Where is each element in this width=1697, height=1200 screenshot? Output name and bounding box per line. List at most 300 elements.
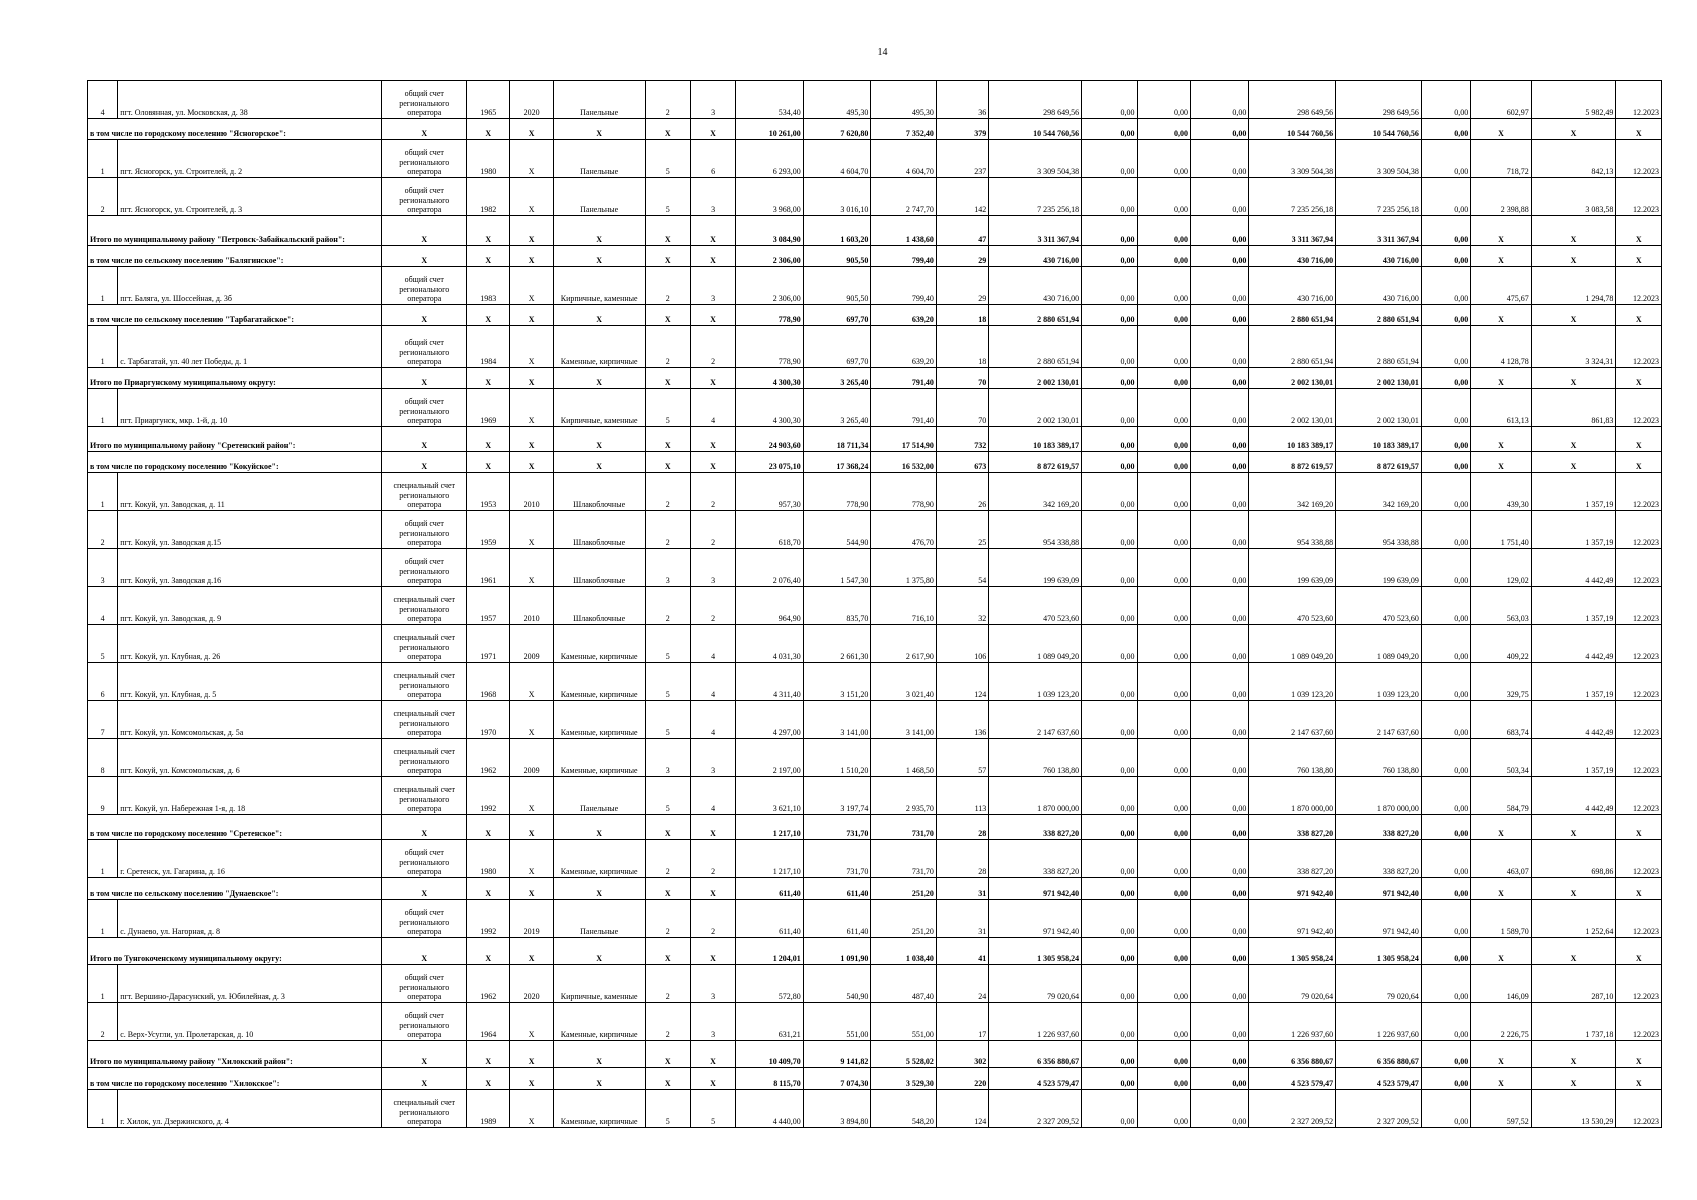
table-cell: 0,00 [1190, 140, 1248, 178]
table-cell: X [645, 119, 690, 140]
table-cell: X [1471, 246, 1531, 267]
table-cell: 731,70 [871, 840, 937, 878]
table-cell: 0,00 [1190, 663, 1248, 701]
table-cell: 602,97 [1471, 81, 1531, 119]
table-cell: 0,00 [1421, 1090, 1470, 1128]
table-cell: X [1471, 878, 1531, 900]
table-cell: 12.2023 [1616, 663, 1662, 701]
table-cell: X [510, 549, 553, 587]
table-cell: X [467, 216, 510, 246]
table-cell: 1 039 123,20 [1336, 663, 1422, 701]
table-cell: 4 297,00 [736, 701, 804, 739]
table-cell: 9 [88, 777, 118, 815]
table-cell: 5 [645, 389, 690, 427]
table-cell: Каменные, кирпичные [553, 739, 645, 777]
table-cell: X [645, 1068, 690, 1090]
table-cell: 0,00 [1421, 305, 1470, 326]
table-cell: 430 716,00 [1249, 267, 1336, 305]
table-cell: 1959 [467, 511, 510, 549]
table-cell: 1 510,20 [803, 739, 871, 777]
table-cell: 3 309 504,38 [989, 140, 1082, 178]
table-row [88, 663, 1662, 701]
table-cell: 3 [690, 549, 735, 587]
table-cell: 0,00 [1421, 1041, 1470, 1068]
table-cell: X [1531, 368, 1616, 389]
table-cell: 6 356 880,67 [989, 1041, 1082, 1068]
table-cell: X [1531, 246, 1616, 267]
table-cell: X [1531, 119, 1616, 140]
table-cell: 4 523 579,47 [1336, 1068, 1422, 1090]
table-cell: 0,00 [1421, 326, 1470, 368]
table-cell: общий счет регионального оператора [382, 140, 467, 178]
table-cell: X [382, 305, 467, 326]
table-cell: 954 338,88 [1336, 511, 1422, 549]
table-cell: Кирпичные, каменные [553, 267, 645, 305]
table-cell: 4 [690, 777, 735, 815]
table-cell: 544,90 [803, 511, 871, 549]
table-cell: 1 [88, 473, 118, 511]
table-cell: 8 872 619,57 [989, 452, 1082, 473]
table-cell: 842,13 [1531, 140, 1616, 178]
table-cell: 718,72 [1471, 140, 1531, 178]
table-row [88, 511, 1662, 549]
table-cell: 3 [690, 267, 735, 305]
table-cell: 3 [690, 81, 735, 119]
table-cell: 2 [645, 267, 690, 305]
table-cell: 0,00 [1190, 900, 1248, 938]
table-cell: общий счет регионального оператора [382, 549, 467, 587]
table-cell: 0,00 [1137, 326, 1190, 368]
table-row [88, 549, 1662, 587]
table-cell: X [467, 1068, 510, 1090]
table-cell: X [1616, 427, 1662, 452]
table-cell: X [553, 452, 645, 473]
table-cell: 3 141,00 [803, 701, 871, 739]
table-cell: 2 327 209,52 [1336, 1090, 1422, 1128]
table-cell: 5 [645, 663, 690, 701]
table-cell: 124 [936, 1090, 988, 1128]
table-cell: 7 [88, 701, 118, 739]
table-cell: X [1471, 1068, 1531, 1090]
table-cell: 7 352,40 [871, 119, 937, 140]
table-row [88, 389, 1662, 427]
table-cell: 1 305 958,24 [1336, 938, 1422, 965]
table-cell: 0,00 [1190, 840, 1248, 878]
table-cell: 971 942,40 [989, 878, 1082, 900]
table-cell: 1 226 937,60 [989, 1003, 1082, 1041]
table-cell: 2 880 651,94 [1249, 305, 1336, 326]
table-cell: 2 002 130,01 [1336, 389, 1422, 427]
table-cell: 342 169,20 [989, 473, 1082, 511]
table-cell: 3 021,40 [871, 663, 937, 701]
table-cell: X [382, 368, 467, 389]
table-cell: X [382, 815, 467, 840]
table-cell: X [467, 368, 510, 389]
table-cell: г. Сретенск, ул. Гагарина, д. 16 [118, 840, 382, 878]
table-cell: 470 523,60 [1336, 587, 1422, 625]
table-cell: 0,00 [1421, 625, 1470, 663]
table-cell: X [1531, 1041, 1616, 1068]
table-cell: 716,10 [871, 587, 937, 625]
table-cell: 23 075,10 [736, 452, 804, 473]
table-cell: X [553, 368, 645, 389]
table-cell: 2 306,00 [736, 267, 804, 305]
table-cell: 0,00 [1190, 1068, 1248, 1090]
table-cell: 0,00 [1190, 511, 1248, 549]
table-cell: 3 529,30 [871, 1068, 937, 1090]
summary-label: в том числе по сельскому поселению "Дунаевское": [88, 878, 382, 900]
table-cell: 4 300,30 [736, 368, 804, 389]
table-cell: X [1531, 938, 1616, 965]
table-cell: 0,00 [1082, 305, 1137, 326]
table-cell: 10 544 760,56 [1336, 119, 1422, 140]
table-cell: 0,00 [1082, 389, 1137, 427]
table-cell: X [553, 1068, 645, 1090]
table-row [88, 739, 1662, 777]
table-cell: 0,00 [1082, 777, 1137, 815]
table-cell: X [382, 427, 467, 452]
table-cell: 0,00 [1137, 427, 1190, 452]
page-number: 14 [877, 47, 888, 58]
table-cell: 791,40 [871, 389, 937, 427]
table-cell: 4 442,49 [1531, 625, 1616, 663]
table-cell: 9 141,82 [803, 1041, 871, 1068]
table-cell: 298 649,56 [989, 81, 1082, 119]
table-cell: 18 [936, 326, 988, 368]
table-cell: 12.2023 [1616, 625, 1662, 663]
table-cell: X [1616, 452, 1662, 473]
table-cell: 1 870 000,00 [989, 777, 1082, 815]
table-cell: X [510, 452, 553, 473]
summary-label: в том числе по городскому поселению "Ясногорское": [88, 119, 382, 140]
table-cell: 0,00 [1190, 119, 1248, 140]
table-cell: 28 [936, 815, 988, 840]
table-cell: 1 252,64 [1531, 900, 1616, 938]
table-cell: 1 294,78 [1531, 267, 1616, 305]
table-cell: 905,50 [803, 267, 871, 305]
table-cell: 731,70 [871, 815, 937, 840]
table-cell: 1 089 049,20 [1249, 625, 1336, 663]
table-cell: 2 [690, 511, 735, 549]
table-cell: 760 138,80 [1336, 739, 1422, 777]
table-cell: 12.2023 [1616, 1003, 1662, 1041]
table-cell: 12.2023 [1616, 1090, 1662, 1128]
table-cell: с. Верх-Усугли, ул. Пролетарская, д. 10 [118, 1003, 382, 1041]
table-cell: Панельные [553, 178, 645, 216]
table-cell: 495,30 [803, 81, 871, 119]
table-row [88, 140, 1662, 178]
table-cell: X [1471, 452, 1531, 473]
table-cell: пгт. Кокуй, ул. Комсомольская, д. 5а [118, 701, 382, 739]
table-cell: 2 327 209,52 [989, 1090, 1082, 1128]
table-cell: 5 [645, 777, 690, 815]
table-cell: общий счет регионального оператора [382, 178, 467, 216]
table-cell: X [510, 938, 553, 965]
table-cell: X [510, 511, 553, 549]
table-cell: 430 716,00 [1336, 267, 1422, 305]
table-cell: пгт. Вершино-Дарасунский, ул. Юбилейная, д. 3 [118, 965, 382, 1003]
table-cell: 47 [936, 216, 988, 246]
table-cell: 2020 [510, 81, 553, 119]
table-cell: 0,00 [1137, 140, 1190, 178]
table-cell: X [510, 701, 553, 739]
table-cell: X [467, 246, 510, 267]
table-cell: 2 [690, 473, 735, 511]
table-cell: 2 [645, 840, 690, 878]
table-cell: общий счет регионального оператора [382, 900, 467, 938]
table-cell: Панельные [553, 81, 645, 119]
table-cell: 1 737,18 [1531, 1003, 1616, 1041]
summary-row [88, 1068, 1662, 1090]
table-cell: 971 942,40 [989, 900, 1082, 938]
table-cell: 1 [88, 840, 118, 878]
table-cell: 0,00 [1082, 511, 1137, 549]
table-cell: пгт. Ясногорск, ул. Строителей, д. 3 [118, 178, 382, 216]
table-cell: 1 039 123,20 [1249, 663, 1336, 701]
table-cell: пгт. Кокуй, ул. Заводская д.16 [118, 549, 382, 587]
table-cell: 639,20 [871, 305, 937, 326]
table-row [88, 777, 1662, 815]
table-cell: 673 [936, 452, 988, 473]
table-cell: X [467, 938, 510, 965]
table-cell: X [382, 216, 467, 246]
table-cell: X [645, 427, 690, 452]
table-cell: 12.2023 [1616, 473, 1662, 511]
table-cell: 0,00 [1137, 473, 1190, 511]
table-cell: с. Дунаево, ул. Нагорная, д. 8 [118, 900, 382, 938]
table-cell: 551,00 [803, 1003, 871, 1041]
table-cell: 0,00 [1082, 452, 1137, 473]
table-cell: 0,00 [1421, 815, 1470, 840]
table-cell: 1 357,19 [1531, 663, 1616, 701]
table-cell: X [467, 815, 510, 840]
table-cell: 302 [936, 1041, 988, 1068]
table-cell: специальный счет регионального оператора [382, 739, 467, 777]
table-row [88, 587, 1662, 625]
table-cell: общий счет регионального оператора [382, 840, 467, 878]
table-cell: 0,00 [1082, 246, 1137, 267]
table-cell: X [690, 1068, 735, 1090]
table-cell: 697,70 [803, 305, 871, 326]
housing-register-table [87, 80, 1662, 1128]
table-cell: 1 357,19 [1531, 473, 1616, 511]
table-cell: 2 [645, 587, 690, 625]
table-cell: 3 311 367,94 [1249, 216, 1336, 246]
table-cell: 338 827,20 [1336, 840, 1422, 878]
summary-label: Итого по муниципальному району "Петровск-Забайкальский район": [88, 216, 382, 246]
table-cell: X [553, 427, 645, 452]
table-cell: 1 204,01 [736, 938, 804, 965]
table-cell: Каменные, кирпичные [553, 701, 645, 739]
table-cell: 1970 [467, 701, 510, 739]
table-cell: 1984 [467, 326, 510, 368]
table-cell: 2 147 637,60 [1336, 701, 1422, 739]
table-cell: 0,00 [1421, 246, 1470, 267]
summary-label: в том числе по городскому поселению "Сретенское": [88, 815, 382, 840]
table-cell: пгт. Балягa, ул. Шоссейная, д. 3б [118, 267, 382, 305]
table-row [88, 81, 1662, 119]
summary-label: в том числе по городскому поселению "Кокуйское": [88, 452, 382, 473]
table-cell: X [510, 815, 553, 840]
table-cell: 0,00 [1190, 549, 1248, 587]
table-cell: X [1471, 368, 1531, 389]
table-cell: 3 968,00 [736, 178, 804, 216]
table-cell: 0,00 [1082, 900, 1137, 938]
summary-label: Итого по муниципальному району "Сретенский район": [88, 427, 382, 452]
table-cell: 2 880 651,94 [1336, 326, 1422, 368]
table-cell: 1 226 937,60 [1249, 1003, 1336, 1041]
summary-row [88, 427, 1662, 452]
table-cell: 0,00 [1137, 549, 1190, 587]
table-cell: 487,40 [871, 965, 937, 1003]
table-cell: X [1616, 305, 1662, 326]
table-cell: 0,00 [1190, 1041, 1248, 1068]
table-cell: X [510, 305, 553, 326]
table-cell: 0,00 [1190, 81, 1248, 119]
table-cell: 0,00 [1421, 427, 1470, 452]
table-cell: 563,03 [1471, 587, 1531, 625]
table-cell: 0,00 [1137, 815, 1190, 840]
table-cell: 0,00 [1082, 1068, 1137, 1090]
table-cell: 534,40 [736, 81, 804, 119]
table-cell: 1 [88, 1090, 118, 1128]
table-cell: 1 [88, 965, 118, 1003]
table-cell: 106 [936, 625, 988, 663]
table-cell: 0,00 [1137, 701, 1190, 739]
table-cell: Каменные, кирпичные [553, 663, 645, 701]
table-cell: 4 523 579,47 [1249, 1068, 1336, 1090]
table-cell: 0,00 [1421, 1068, 1470, 1090]
summary-label: Итого по Тунгокоченскому муниципальному округу: [88, 938, 382, 965]
table-cell: 476,70 [871, 511, 937, 549]
table-cell: 0,00 [1137, 878, 1190, 900]
table-cell: X [553, 815, 645, 840]
table-cell: 8 872 619,57 [1336, 452, 1422, 473]
table-cell: пгт. Кокуй, ул. Заводская, д. 11 [118, 473, 382, 511]
table-cell: 0,00 [1137, 840, 1190, 878]
table-cell: 0,00 [1137, 777, 1190, 815]
table-cell: 3 [690, 1003, 735, 1041]
table-cell: 10 409,70 [736, 1041, 804, 1068]
table-cell: 0,00 [1421, 119, 1470, 140]
table-cell: X [510, 246, 553, 267]
table-cell: X [467, 119, 510, 140]
table-cell: 129,02 [1471, 549, 1531, 587]
table-cell: 3 [690, 965, 735, 1003]
table-cell: 0,00 [1190, 938, 1248, 965]
table-cell: 3 197,74 [803, 777, 871, 815]
table-cell: 7 235 256,18 [989, 178, 1082, 216]
table-cell: 430 716,00 [1336, 246, 1422, 267]
table-cell: X [1616, 878, 1662, 900]
table-cell: 430 716,00 [989, 246, 1082, 267]
table-cell: 1964 [467, 1003, 510, 1041]
table-cell: 971 942,40 [1249, 878, 1336, 900]
table-cell: 4 604,70 [803, 140, 871, 178]
table-cell: 4 [690, 701, 735, 739]
summary-row [88, 1041, 1662, 1068]
table-cell: X [645, 305, 690, 326]
table-cell: 2 [645, 473, 690, 511]
table-cell: X [382, 246, 467, 267]
table-cell: 2009 [510, 739, 553, 777]
table-cell: 2 002 130,01 [989, 389, 1082, 427]
table-cell: специальный счет регионального оператора [382, 473, 467, 511]
table-cell: 905,50 [803, 246, 871, 267]
summary-row [88, 216, 1662, 246]
table-cell: 1980 [467, 140, 510, 178]
table-cell: общий счет регионального оператора [382, 511, 467, 549]
table-cell: 4 442,49 [1531, 777, 1616, 815]
table-cell: 0,00 [1137, 625, 1190, 663]
table-cell: 28 [936, 840, 988, 878]
table-cell: 10 183 389,17 [1249, 427, 1336, 452]
table-cell: 0,00 [1082, 549, 1137, 587]
table-cell: 3 311 367,94 [989, 216, 1082, 246]
table-cell: 611,40 [803, 900, 871, 938]
summary-label: Итого по Приаргунскому муниципальному округу: [88, 368, 382, 389]
table-cell: X [1531, 1068, 1616, 1090]
table-cell: 0,00 [1190, 389, 1248, 427]
table-cell: 1961 [467, 549, 510, 587]
table-cell: 10 544 760,56 [989, 119, 1082, 140]
table-cell: 0,00 [1190, 427, 1248, 452]
table-row [88, 965, 1662, 1003]
table-cell: 1971 [467, 625, 510, 663]
table-cell: 0,00 [1190, 267, 1248, 305]
table-cell: X [1616, 815, 1662, 840]
table-cell: X [1531, 216, 1616, 246]
table-cell: 0,00 [1137, 1003, 1190, 1041]
table-cell: X [553, 305, 645, 326]
table-cell: 5 528,02 [871, 1041, 937, 1068]
table-cell: 3 [88, 549, 118, 587]
table-cell: X [1471, 216, 1531, 246]
table-cell: 8 115,70 [736, 1068, 804, 1090]
table-row [88, 1003, 1662, 1041]
table-cell: 4 [88, 81, 118, 119]
table-cell: специальный счет регионального оператора [382, 701, 467, 739]
table-cell: 1989 [467, 1090, 510, 1128]
table-cell: 12.2023 [1616, 701, 1662, 739]
table-cell: 4 311,40 [736, 663, 804, 701]
table-cell: 1 305 958,24 [1249, 938, 1336, 965]
table-cell: 25 [936, 511, 988, 549]
table-cell: 2 002 130,01 [1249, 368, 1336, 389]
table-cell: 551,00 [871, 1003, 937, 1041]
table-cell: 136 [936, 701, 988, 739]
table-cell: 54 [936, 549, 988, 587]
table-cell: 1 751,40 [1471, 511, 1531, 549]
table-cell: общий счет регионального оператора [382, 965, 467, 1003]
table-row [88, 625, 1662, 663]
table-cell: 251,20 [871, 878, 937, 900]
table-cell: 12.2023 [1616, 587, 1662, 625]
table-cell: 503,34 [1471, 739, 1531, 777]
table-cell: 1992 [467, 777, 510, 815]
table-cell: 12.2023 [1616, 326, 1662, 368]
table-cell: 17 [936, 1003, 988, 1041]
table-cell: 2 [88, 511, 118, 549]
table-cell: 298 649,56 [1336, 81, 1422, 119]
table-cell: г. Хилок, ул. Дзержинского, д. 4 [118, 1090, 382, 1128]
table-cell: 1 357,19 [1531, 511, 1616, 549]
table-cell: 430 716,00 [989, 267, 1082, 305]
table-cell: 10 183 389,17 [1336, 427, 1422, 452]
table-cell: 2010 [510, 473, 553, 511]
table-cell: 124 [936, 663, 988, 701]
table-cell: 0,00 [1421, 840, 1470, 878]
